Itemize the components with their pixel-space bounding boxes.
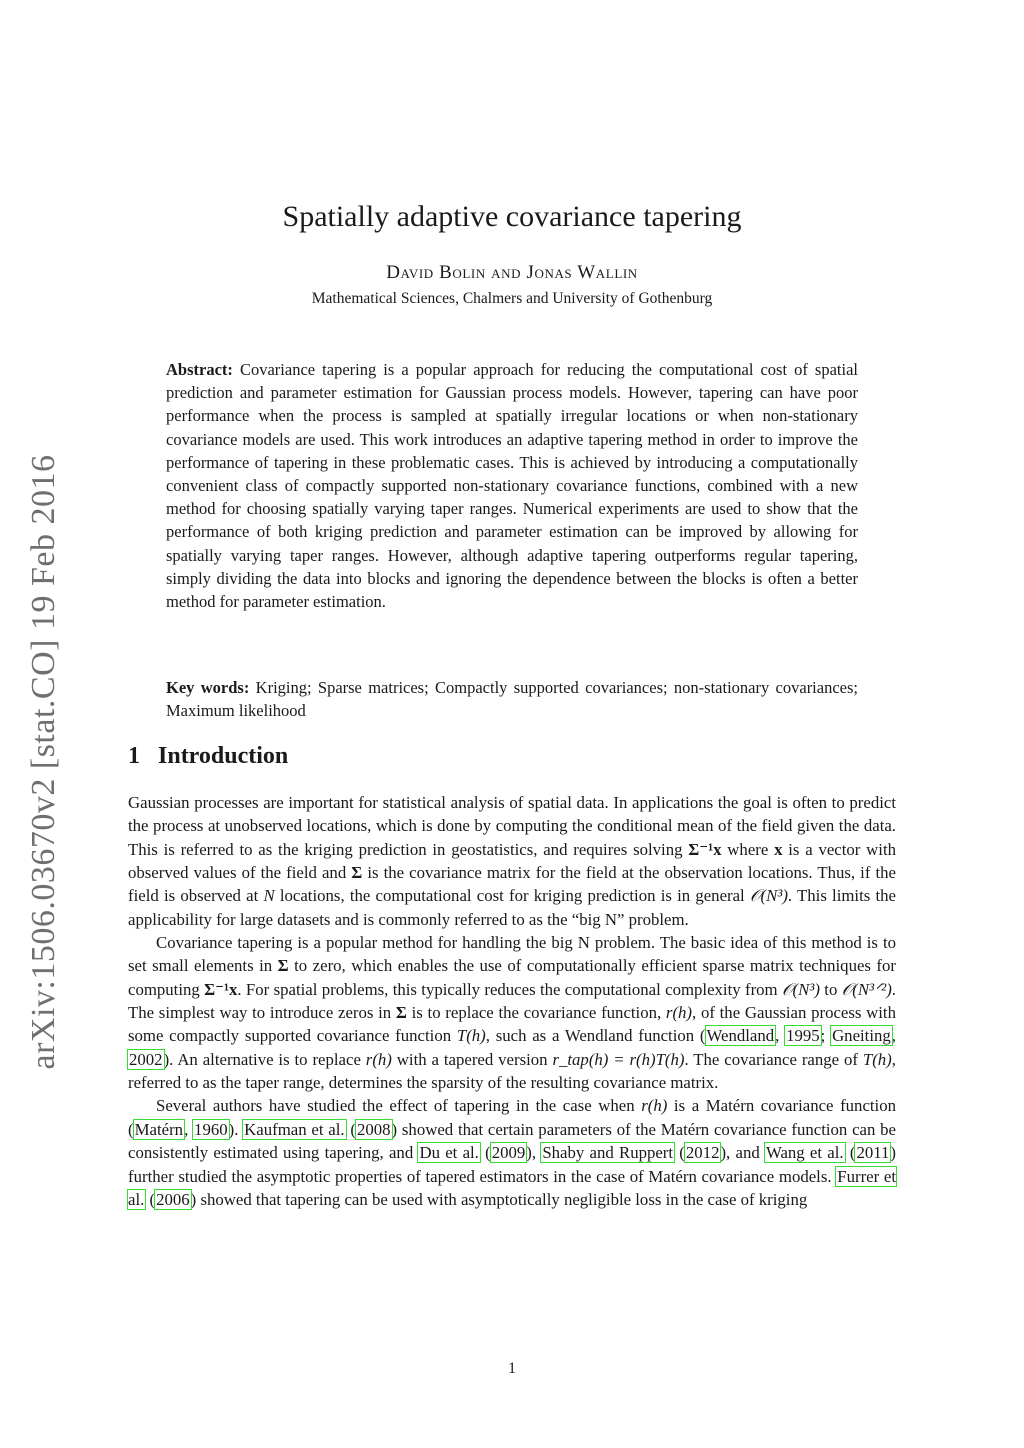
citation-link-kaufman-2008[interactable]: 2008: [356, 1119, 391, 1139]
math-r-h: r(h): [365, 1049, 392, 1069]
citation-link-furrer[interactable]: Furrer et al.: [128, 1166, 897, 1209]
text-run: is the covariance matrix for the field at the observation locations. Thus, if the field is observed at: [128, 863, 896, 906]
math-n: N: [263, 886, 275, 906]
text-run: ,: [891, 1026, 896, 1046]
math-t-h: T(h): [862, 1049, 892, 1069]
math-x: x: [774, 839, 783, 859]
text-run: to: [819, 979, 842, 999]
text-run: ,: [184, 1119, 194, 1139]
section-title: Introduction: [158, 743, 289, 769]
text-run: ) showed that certain parameters of the Matérn covariance function can be consistently estimated using tapering, and: [128, 1119, 897, 1163]
citation-link-matern[interactable]: Matérn: [134, 1119, 184, 1139]
text-run: ). An alternative is to replace: [163, 1049, 366, 1069]
section-heading-introduction: [128, 743, 288, 770]
text-run: . For spatial problems, this typically reduces the computational complexity from: [237, 979, 782, 999]
keywords-label: Key words:: [166, 678, 250, 697]
paragraph-3: [128, 1094, 896, 1211]
text-run: is a vector with observed values of the field and: [128, 839, 897, 883]
text-run: , referred to as the taper range, determines the sparsity of the resulting covariance matrix.: [128, 1049, 896, 1093]
section-number: 1: [128, 743, 140, 769]
text-run: is to replace the covariance function,: [406, 1003, 666, 1023]
citation-link-shaby-ruppert[interactable]: Shaby and Ruppert: [542, 1143, 674, 1163]
keywords-text: Kriging; Sparse matrices; Compactly supported covariances; non-stationary covariances; Maximum likelihood: [166, 678, 858, 721]
text-run: ),: [526, 1143, 542, 1163]
text-run: , such as a Wendland function (: [485, 1026, 706, 1046]
citation-link-furrer-2006[interactable]: 2006: [156, 1189, 190, 1209]
citation-link-gneiting[interactable]: Gneiting: [832, 1026, 891, 1046]
citation-link-gneiting-2002[interactable]: 2002: [129, 1049, 163, 1069]
arxiv-identifier-banner: arXiv:1506.03670v2 [stat.CO] 19 Feb 2016: [25, 454, 62, 1070]
text-run: ), and: [720, 1143, 765, 1163]
citation-link-du[interactable]: Du et al.: [419, 1143, 479, 1163]
math-r-h: r(h): [641, 1096, 668, 1116]
text-run: ) further studied the asymptotic properties of tapered estimators in the case of Matérn covariance models.: [128, 1143, 896, 1186]
text-run: Several authors have studied the effect of tapering in the case when: [156, 1096, 642, 1116]
citation-link-matern-1960[interactable]: 1960: [194, 1119, 228, 1139]
math-big-o-n3: 𝒪(N³): [749, 886, 788, 906]
paper-title: Spatially adaptive covariance tapering: [282, 200, 742, 233]
citation-link-wendland-1995[interactable]: 1995: [786, 1026, 820, 1046]
citation-link-wendland[interactable]: Wendland: [706, 1026, 775, 1046]
text-run: (: [345, 1119, 356, 1139]
text-run: , of the Gaussian process with some compactly supported covariance function: [128, 1003, 896, 1046]
math-sigma: Σ: [277, 956, 289, 976]
abstract-label: Abstract:: [166, 360, 233, 379]
math-sigma: Σ: [351, 863, 363, 883]
keywords: [166, 676, 858, 722]
text-run: with a tapered version: [391, 1049, 553, 1069]
math-sigma: Σ: [395, 1003, 407, 1023]
text-run: ;: [820, 1026, 832, 1046]
text-run: (: [479, 1143, 491, 1163]
math-big-o-n-3-2: 𝒪(N³ᐟ²): [841, 979, 892, 999]
text-run: Gaussian processes are important for statistical analysis of spatial data. In applications the goal is often to predict the process at unobserved locations, which is done by computing the conditional mean of the field given the data. This is referred to as the kriging prediction in geostatistics, and requires solving: [128, 793, 896, 859]
text-run: . The covariance range of: [684, 1049, 863, 1069]
text-run: (: [844, 1143, 856, 1163]
abstract-text: Covariance tapering is a popular approach for reducing the computational cost of spatial prediction and parameter estimation for Gaussian process models. However, tapering can have poor performance when the process is sampled at spatially irregular locations or when non-stationary covariance models are used. This work introduces an adaptive tapering method in order to improve the performance of tapering in these problematic cases. This is achieved by introducing a computationally convenient class of compactly supported non-stationary covariance functions, combined with a new method for choosing spatially varying taper ranges. Numerical experiments are used to show that the performance of both kriging prediction and parameter estimation can be improved by allowing for spatially varying taper ranges. However, although adaptive tapering outperforms regular tapering, simply dividing the data into blocks and ignoring the dependence between the blocks is often a better method for parameter estimation.: [166, 360, 858, 612]
citation-link-kaufman[interactable]: Kaufman et al.: [244, 1119, 345, 1139]
citation-link-du-2009[interactable]: 2009: [491, 1143, 526, 1163]
math-sigma-inverse-x: Σ⁻¹x: [688, 839, 722, 859]
math-r-tap: r_tap(h) = r(h)T(h): [552, 1049, 685, 1069]
text-run: locations, the computational cost for kriging prediction is in general: [274, 886, 750, 906]
text-run: (: [145, 1189, 156, 1209]
text-run: . This limits the applicability for large datasets and is commonly referred to as the “big N” problem.: [128, 886, 896, 929]
citation-link-wang-2011[interactable]: 2011: [856, 1143, 890, 1163]
math-t-h: T(h): [456, 1026, 486, 1046]
citation-link-wang[interactable]: Wang et al.: [765, 1143, 844, 1163]
paper-authors: David Bolin and Jonas Wallin: [386, 262, 638, 283]
text-run: ) showed that tapering can be used with asymptotically negligible loss in the case of kriging: [190, 1189, 808, 1209]
math-big-o-n3: 𝒪(N³): [781, 979, 820, 999]
paragraph-2: [128, 931, 896, 1094]
math-r-h: r(h): [665, 1003, 693, 1023]
text-run: to zero, which enables the use of computationally efficient sparse matrix techniques for computing: [128, 956, 896, 999]
abstract: [166, 358, 858, 613]
text-run: is a Matérn covariance function (: [128, 1096, 896, 1139]
math-sigma-inverse-x: Σ⁻¹x: [204, 979, 238, 999]
text-run: . The simplest way to introduce zeros in: [128, 979, 896, 1023]
author-affiliation: Mathematical Sciences, Chalmers and University of Gothenburg: [311, 290, 713, 307]
introduction-body: [128, 791, 896, 1211]
text-run: ).: [228, 1119, 244, 1139]
text-run: Covariance tapering is a popular method for handling the big N problem. The basic idea of this method is to set small elements in: [128, 933, 896, 976]
citation-link-shaby-ruppert-2012[interactable]: 2012: [685, 1143, 720, 1163]
paragraph-1: [128, 791, 896, 931]
text-run: (: [674, 1143, 685, 1163]
page-number: 1: [508, 1360, 516, 1377]
text-run: ,: [775, 1026, 786, 1046]
text-run: where: [721, 839, 775, 859]
